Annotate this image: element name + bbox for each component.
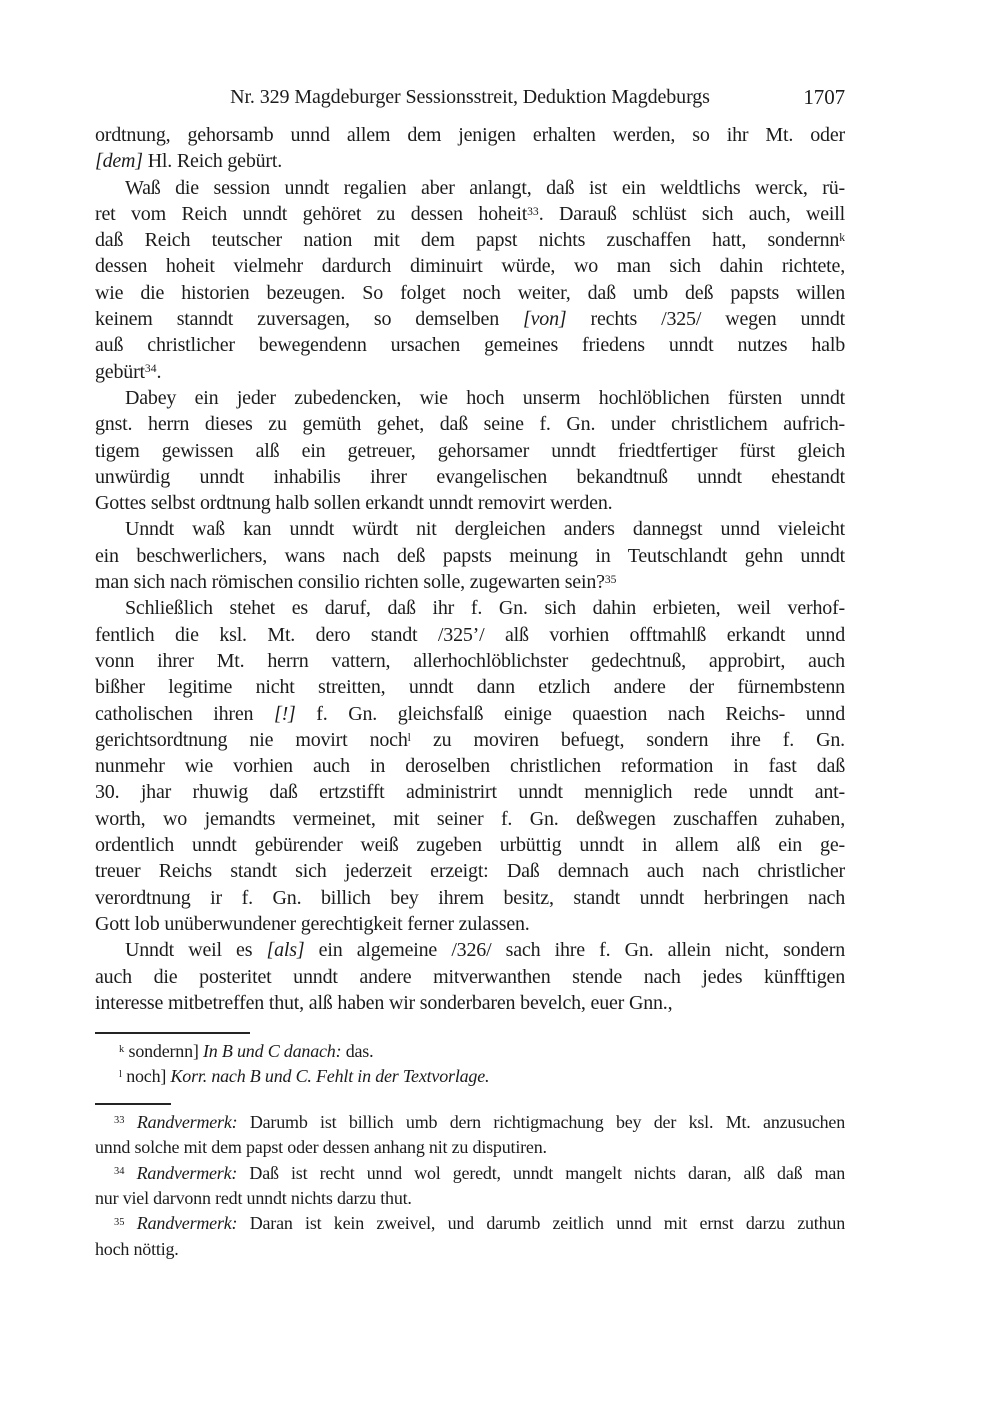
text-line: [95, 806, 845, 832]
text-line: [95, 201, 845, 227]
text-run: ordentlich unndt gebürender weiß zugeben urbüttig unndt in allem alß ein ge-: [95, 834, 845, 857]
paragraph: [95, 1064, 845, 1089]
text-line: [95, 516, 845, 542]
text-run: ein beschwerlichers, wans nach deß papsts meinung in Teutschlandt gehn unndt: [95, 544, 845, 567]
text-line: [95, 1135, 845, 1160]
text-run: wie die historien bezeugen. So folget noch weiter, daß umb deß papsts willen: [95, 281, 845, 304]
text-run: man sich nach römischen consilio richten solle, zugewarten sein?: [95, 571, 605, 594]
text-run: Schließlich stehet es daruf, daß ihr f. Gn. sich dahin erbieten, weil verhof-: [125, 597, 845, 620]
text-line: [95, 1237, 845, 1262]
text-run: hoch nöttig.: [95, 1238, 179, 1259]
text-line: [95, 648, 845, 674]
superscript-mark: 33: [114, 1115, 125, 1127]
italic-run: [!]: [274, 702, 296, 725]
paragraph: [95, 1211, 845, 1262]
text-line: [95, 1211, 845, 1236]
superscript-mark: l: [119, 1069, 122, 1081]
text-line: [95, 858, 845, 884]
text-run: Daran ist kein zweivel, und darumb zeitlich unnd mit ernst darzu zuthun: [237, 1213, 846, 1234]
text-run: Darumb ist billich umb dern richtigmachung bey der ksl. Mt. anzusuchen: [237, 1112, 845, 1133]
text-run: catholischen ihren: [95, 702, 274, 725]
superscript-mark: 35: [604, 572, 617, 586]
text-line: [95, 911, 845, 937]
running-header: [95, 84, 845, 110]
paragraph: [95, 385, 845, 516]
text-line: [95, 411, 845, 437]
text-run: nunmehr wie vorhien auch in deroselben christlichen reformation in fast daß: [95, 755, 845, 778]
superscript-mark: l: [407, 730, 411, 744]
paragraph: [95, 595, 845, 937]
text-line: [95, 438, 845, 464]
text-run: bißher legitime nicht streitten, unndt dann etzlich andere der fürnembstenn: [95, 676, 845, 699]
text-run: f. Gn. gleichsfalß einige quaestion nach Reichs- unnd: [295, 702, 845, 725]
text-run: daß Reich teutscher nation mit dem papst nichts zuschaffen hatt, sondernn: [95, 229, 840, 252]
text-run: ordtnung, gehorsamb unnd allem dem jenigen erhalten werden, so ihr Mt. oder: [95, 124, 845, 146]
text-line: [95, 1161, 845, 1186]
superscript-mark: k: [839, 230, 845, 244]
page-number: 1707: [803, 85, 845, 109]
text-run: noch]: [121, 1066, 171, 1087]
text-line: [95, 832, 845, 858]
text-line: [95, 332, 845, 358]
superscript-mark: 33: [527, 204, 539, 218]
italic-run: Randvermerk:: [124, 1112, 238, 1133]
text-run: sondernn]: [124, 1041, 204, 1062]
text-run: gebürt: [95, 360, 145, 383]
text-run: unnd solche mit dem papst oder dessen anhang nit zu disputiren.: [95, 1137, 547, 1158]
running-title: Nr. 329 Magdeburger Sessionsstreit, Deduktion Magdeburgs: [230, 86, 710, 108]
paragraph: [95, 1110, 845, 1161]
superscript-mark: 34: [144, 362, 157, 376]
text-run: Waß die session unndt regalien aber anlangt, daß ist ein weldtlichs werck, rü-: [125, 176, 845, 199]
superscript-mark: 34: [114, 1166, 125, 1177]
text-line: [95, 359, 845, 385]
text-line: [95, 280, 845, 306]
italic-run: Randvermerk:: [124, 1213, 238, 1234]
text-run: tigem gewissen alß ein getreuer, gehorsamer unndt friedtfertiger fürst gleich: [95, 439, 845, 462]
main-text: [95, 122, 845, 1016]
text-run: Hl. Reich gebürt.: [142, 150, 283, 173]
text-line: [95, 779, 845, 805]
text-line: [95, 227, 845, 253]
text-run: verordtnung ir f. Gn. billich bey ihrem besitz, standt unndt herbringen nach: [95, 886, 845, 909]
text-line: [95, 490, 845, 516]
text-line: [95, 674, 845, 700]
text-line: [95, 937, 845, 963]
text-run: das.: [341, 1041, 374, 1062]
text-run: Unndt waß kan unndt würdt nit dergleichen anders dannegst unnd vieleicht: [125, 518, 845, 541]
text-line: [95, 569, 845, 595]
apparatus-separator-rule: [95, 1032, 250, 1034]
text-run: Dabey ein jeder zubedencken, wie hoch unserm hochlöblichen fürsten unndt: [125, 386, 845, 409]
text-run: auch die posteritet unndt andere mitverwanthen stende nach jedes künfftigen: [95, 965, 845, 988]
italic-run: [als]: [266, 939, 305, 962]
text-run: 30. jhar rhuwig daß ertzstifft administrirt unndt menniglich rede unndt ant-: [95, 781, 845, 804]
text-line: [95, 175, 845, 201]
text-line: [95, 1064, 845, 1089]
text-run: .: [156, 360, 162, 383]
text-run: interesse mitbetreffen thut, alß haben wir sonderbaren bevelch, euer Gnn.,: [95, 991, 673, 1014]
text-line: [95, 1039, 845, 1064]
text-run: vonn ihrer Mt. herrn vattern, allerhochlöblichster gedechtnuß, approbirt, auch: [95, 649, 845, 672]
text-line: [95, 464, 845, 490]
text-line: [95, 1186, 845, 1211]
paragraph: [95, 175, 845, 385]
italic-run: Korr. nach B und C. Fehlt in der Textvorlage.: [170, 1066, 490, 1087]
text-line: [95, 753, 845, 779]
paragraph: [95, 1039, 845, 1064]
superscript-mark: k: [119, 1044, 125, 1056]
footnotes: [95, 1110, 845, 1262]
text-line: [95, 727, 845, 753]
text-run: treuer Reichs standt sich jederzeit erzeigt: Daß demnach auch nach christlicher: [95, 860, 845, 883]
critical-apparatus: [95, 1039, 845, 1089]
text-line: [95, 622, 845, 648]
text-line: [95, 964, 845, 990]
text-run: gnst. herrn dieses zu gemüth gehet, daß seine f. Gn. under christlichem aufrich-: [95, 413, 845, 436]
text-line: [95, 543, 845, 569]
text-run: Gott lob unüberwundener gerechtigkeit ferner zulassen.: [95, 912, 530, 935]
text-run: ret vom Reich unndt gehöret zu dessen hoheit: [95, 202, 528, 225]
text-run: fentlich die ksl. Mt. dero standt /325’/ alß vorhien offtmahlß erkandt unnd: [95, 623, 845, 646]
text-run: worth, wo jemandts vermeinet, mit seiner f. Gn. deßwegen zuschaffen zuhaben,: [95, 807, 845, 830]
paragraph: [95, 122, 845, 175]
italic-run: [von]: [523, 308, 567, 331]
text-run: keinem stanndt zuversagen, so demselben: [95, 308, 524, 331]
text-line: [95, 990, 845, 1016]
text-line: [95, 885, 845, 911]
italic-run: In B und C danach:: [203, 1041, 342, 1062]
text-run: Unndt weil es: [125, 939, 267, 962]
paragraph: [95, 516, 845, 595]
italic-run: [dem]: [95, 150, 143, 173]
text-line: [95, 1110, 845, 1135]
text-run: auß christlicher bewegendenn ursachen gemeines friedens unndt nutzes halb: [95, 334, 845, 357]
text-run: rechts /325/ wegen unndt: [566, 308, 846, 331]
text-run: Daß ist recht unnd wol geredt, unndt mangelt nichts daran, alß daß man: [237, 1162, 846, 1183]
italic-run: Randvermerk:: [124, 1162, 238, 1183]
paragraph: [95, 937, 845, 1016]
text-line: [95, 385, 845, 411]
text-run: nur viel darvonn redt unndt nichts darzu thut.: [95, 1187, 412, 1208]
footnote-separator-rule: [95, 1103, 171, 1105]
text-run: Gottes selbst ordtnung halb sollen erkandt unndt removirt werden.: [95, 492, 613, 515]
text-line: [95, 253, 845, 279]
text-line: [95, 306, 845, 332]
text-run: zu moviren befuegt, sondern ihre f. Gn.: [410, 728, 845, 751]
text-line: [95, 701, 845, 727]
paragraph: [95, 1161, 845, 1212]
text-line: [95, 595, 845, 621]
text-run: ein algemeine /326/ sach ihre f. Gn. allein nicht, sondern: [304, 939, 845, 962]
text-run: . Darauß schlüst sich auch, weill: [538, 202, 845, 225]
superscript-mark: 35: [114, 1216, 125, 1228]
text-run: unwürdig unndt inhabilis ihrer evangelischen bekandtnuß unndt ehestandt: [95, 465, 845, 488]
text-run: gerichtsordtnung nie movirt noch: [95, 728, 408, 751]
text-line: [95, 122, 845, 148]
text-line: [95, 148, 845, 174]
text-run: dessen hoheit vielmehr dardurch diminuirt würde, wo man sich dahin richtete,: [95, 255, 845, 278]
